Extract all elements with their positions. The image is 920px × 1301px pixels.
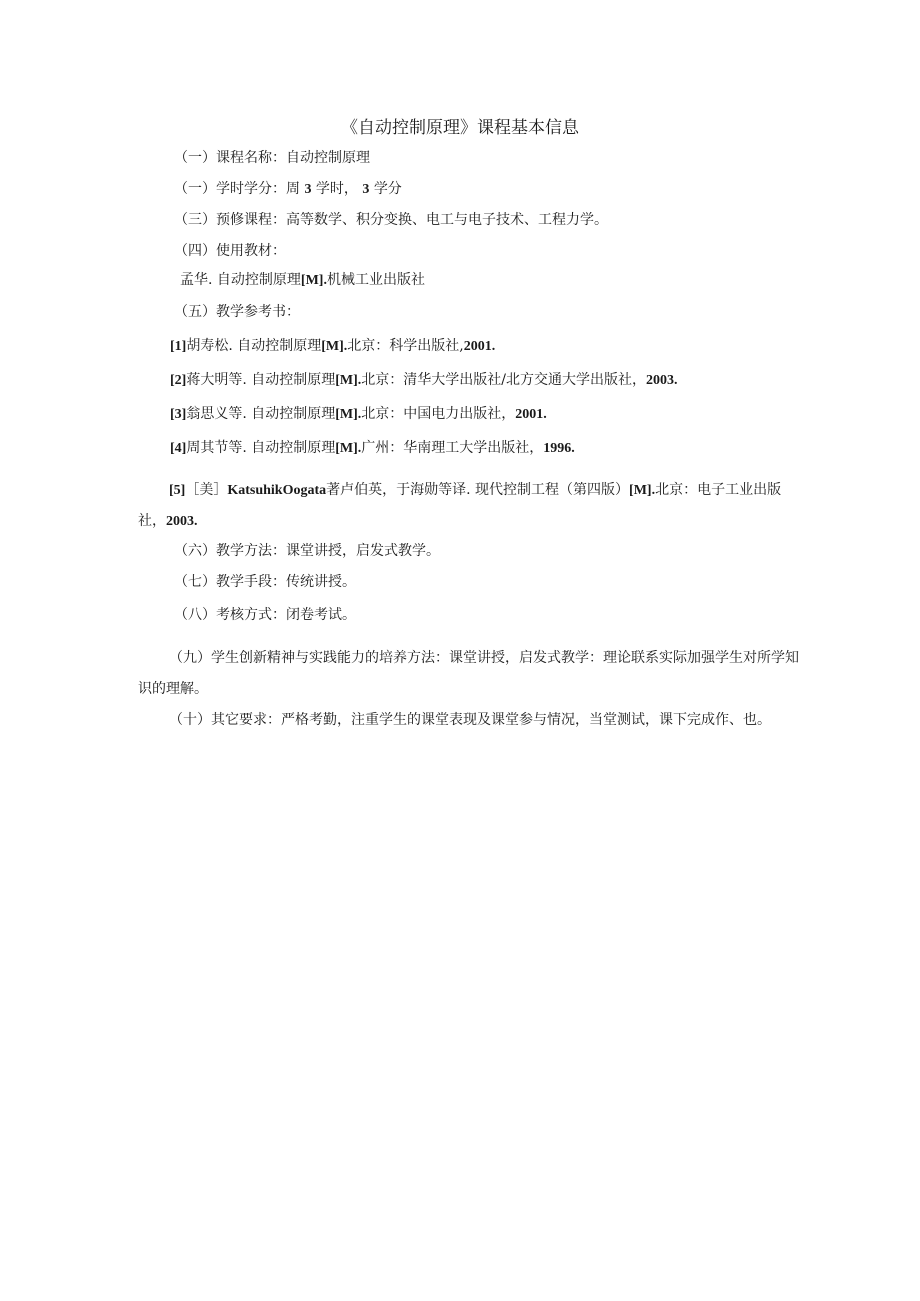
reference-number: [4]: [170, 441, 187, 456]
reference-tag: [M].: [335, 441, 362, 456]
teaching-means-line: （七）教学手段：传统讲授。: [174, 574, 356, 590]
page-title: 《自动控制原理》课程基本信息: [341, 118, 579, 138]
reference-tag: [M].: [335, 373, 362, 388]
reference-item-1: [170, 336, 495, 357]
reference-author-title: 翁思义等. 自动控制原理: [186, 406, 336, 422]
credits-number: 3: [362, 182, 370, 197]
reference-number: [5]: [169, 483, 186, 498]
prerequisites-line: （三）预修课程：高等数学、积分变换、电工与电子技术、工程力学。: [174, 212, 608, 228]
hours-number: 3: [304, 182, 312, 197]
teaching-method-line: （六）教学方法：课堂讲授，启发式教学。: [174, 543, 440, 559]
reference-author-title: 周其节等. 自动控制原理: [186, 440, 336, 456]
reference-tag: [M].: [335, 407, 362, 422]
innovation-paragraph: [138, 643, 806, 705]
reference-tag: [M].: [629, 483, 656, 498]
reference-number: [2]: [170, 373, 187, 388]
reference-author-title: 蒋大明等. 自动控制原理: [186, 372, 336, 388]
reference-title: 著卢伯英，于海勋等译. 现代控制工程（第四版）: [326, 482, 630, 498]
reference-tag: [M].: [321, 339, 348, 354]
textbook-tag: [M].: [300, 273, 327, 288]
reference-number: [3]: [170, 407, 187, 422]
reference-author-title: 胡寿松. 自动控制原理: [186, 338, 322, 354]
hours-prefix: （一）学时学分：周: [174, 181, 300, 197]
innovation-text: （九）学生创新精神与实践能力的培养方法：课堂讲授，启发式教学：理论联系实际加强学生对所学知识的理解。: [138, 650, 799, 697]
reference-number: [1]: [170, 339, 187, 354]
hours-credits-line: [174, 179, 402, 200]
reference-item-4: [170, 438, 575, 459]
reference-publisher: 北京：中国电力出版社，: [361, 406, 516, 422]
other-requirements-paragraph: [138, 705, 806, 736]
hours-suffix: 学分: [373, 181, 402, 197]
course-name-line: （一）课程名称：自动控制原理: [174, 150, 370, 166]
exam-method-line: （八）考核方式：闭卷考试。: [174, 607, 356, 623]
references-label: （五）教学参考书：: [174, 304, 300, 320]
other-requirements-text: （十）其它要求：严格考勤，注重学生的课堂表现及课堂参与情况，当堂测试，课下完成作、也。: [169, 712, 771, 728]
reference-author: KatsuhikOogata: [227, 483, 327, 498]
reference-publisher: 广州：华南理工大学出版社，: [361, 440, 544, 456]
reference-year: 2003.: [646, 373, 678, 388]
reference-item-5: [138, 475, 806, 537]
hours-mid: 学时，: [315, 181, 358, 197]
reference-item-2: [170, 370, 678, 391]
reference-item-3: [170, 404, 547, 425]
textbook-author: 孟华. 自动控制原理: [180, 272, 301, 288]
reference-publisher: 北京：科学出版社,: [347, 338, 464, 354]
reference-prefix: ［美］: [185, 482, 228, 498]
reference-year: 1996.: [543, 441, 575, 456]
reference-year: 2001.: [463, 339, 496, 354]
reference-publisher: 北京：电子工业出版社，: [138, 482, 782, 529]
reference-year: 2001.: [515, 407, 547, 422]
reference-publisher: 北京：清华大学出版社/北方交通大学出版社，: [361, 372, 646, 388]
textbook-label: （四）使用教材：: [174, 243, 286, 259]
textbook-entry: [180, 270, 425, 291]
textbook-publisher: 机械工业出版社: [326, 272, 425, 288]
reference-year: 2003.: [166, 514, 198, 529]
